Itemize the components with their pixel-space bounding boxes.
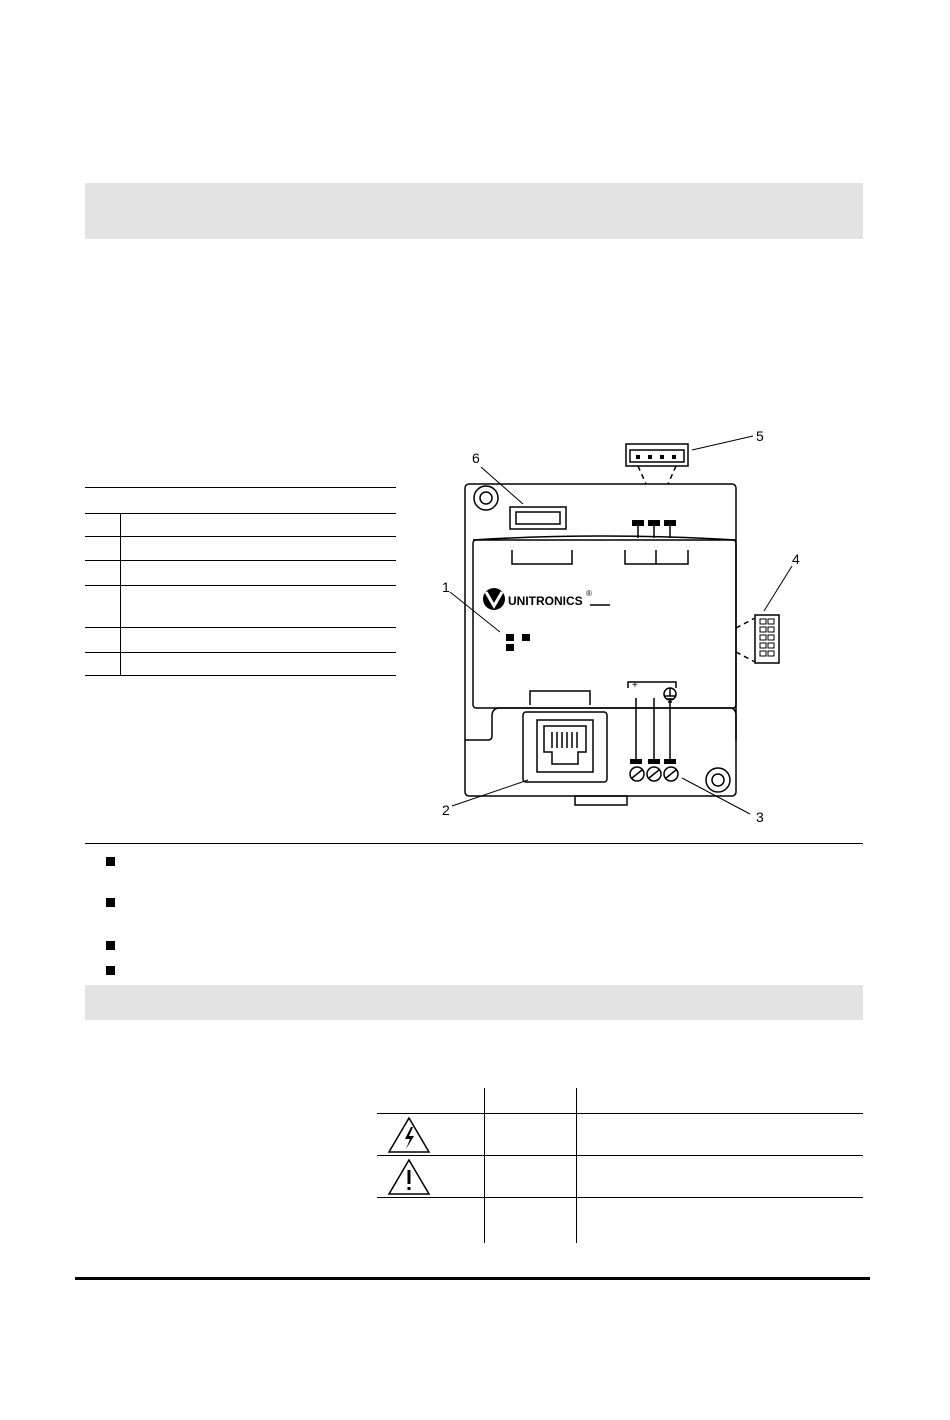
- table-rule: [85, 652, 396, 653]
- table-rule: [377, 1113, 863, 1114]
- callout-2: 2: [442, 802, 450, 818]
- footer-rule: [75, 1277, 870, 1280]
- safety-symbols-table: [377, 1088, 863, 1243]
- callout-4: 4: [792, 551, 800, 567]
- table-rule: [377, 1155, 863, 1156]
- table-rule: [85, 675, 396, 676]
- terminal-plus-label: +: [632, 680, 638, 691]
- table-rule: [85, 627, 396, 628]
- callout-6: 6: [472, 450, 480, 466]
- table-column-divider: [576, 1088, 577, 1243]
- table-rule: [85, 513, 396, 514]
- square-bullet-icon: [106, 857, 115, 866]
- section-header-band-top: [85, 183, 863, 239]
- lightning-warning-icon: [387, 1116, 431, 1154]
- parts-table: [85, 487, 396, 677]
- device-body: [465, 484, 736, 796]
- table-rule: [85, 536, 396, 537]
- table-column-divider: [120, 513, 121, 675]
- brand-logo-text: UNITRONICS: [508, 594, 583, 608]
- square-bullet-icon: [106, 898, 115, 907]
- square-bullet-icon: [106, 966, 115, 975]
- table-column-divider: [484, 1088, 485, 1243]
- table-rule: [377, 1197, 863, 1198]
- table-rule: [85, 487, 396, 488]
- device-diagram: [430, 420, 810, 840]
- callout-5: 5: [756, 428, 764, 444]
- square-bullet-icon: [106, 941, 115, 950]
- registered-mark: ®: [586, 589, 592, 598]
- exclamation-warning-icon: [387, 1158, 431, 1196]
- callout-1: 1: [442, 579, 450, 595]
- table-rule: [85, 585, 396, 586]
- table-rule: [85, 560, 396, 561]
- callout-3: 3: [756, 809, 764, 825]
- section-header-band-middle: [85, 985, 863, 1020]
- section-divider: [85, 843, 863, 844]
